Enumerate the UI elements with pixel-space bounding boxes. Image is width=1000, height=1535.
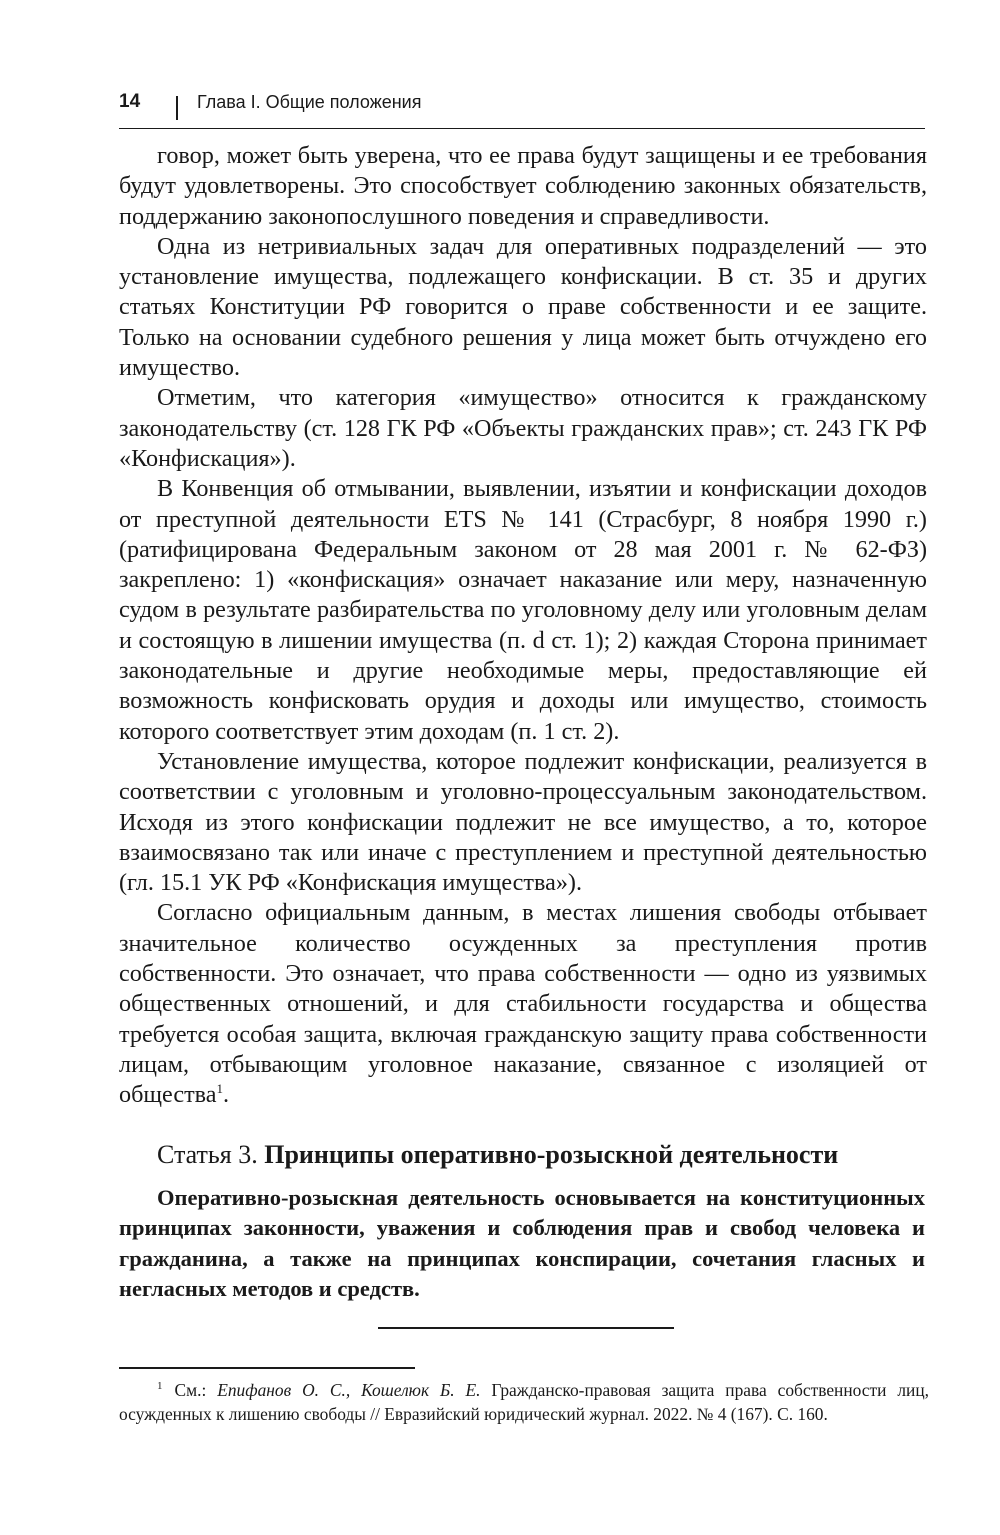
paragraph-6 <box>119 898 927 1110</box>
header-separator <box>176 96 178 120</box>
paragraph-2: Одна из нетривиальных задач для оперативных подразделений — это установление имущества, подлежащего конфискации. В ст. 35 и других статьях Конституции РФ говорится о праве собственности и ее защите. Только на основании судебного решения у лица может быть отчуждено его имущество. <box>119 232 927 382</box>
section-divider <box>378 1327 674 1329</box>
running-header <box>119 88 925 129</box>
paragraph-5: Установление имущества, которое подлежит конфискации, реализуется в соответствии с уголовным и уголовно-процессуальным законодательством. Исходя из этого конфискации подлежит не все имущество, а то, которое взаимосвязано так или иначе с преступлением и преступной деятельностью (гл. 15.1 УК РФ «Конфискация имущества»). <box>119 747 927 897</box>
footnote-text: Гражданско-правовая защита права собственности лиц, осужденных к лишению свободы // Евразийский юридический журнал. 2022. № 4 (167). С. 160. <box>119 1380 929 1424</box>
footnote-number: 1 <box>157 1380 163 1393</box>
article-paragraph: Оперативно-розыскная деятельность основывается на конституционных принципах законности, уважения и соблюдения прав и свобод человека и гражданина, а также на принципах конспирации, сочетания гласных и негласных методов и средств. <box>119 1185 925 1301</box>
article-text <box>119 1183 925 1304</box>
footnote-divider <box>119 1367 415 1369</box>
page-number: 14 <box>119 91 141 112</box>
footnote <box>119 1378 929 1426</box>
footnote-authors: Епифанов О. С., Кошелюк Б. Е. <box>217 1380 481 1400</box>
paragraph-4: В Конвенция об отмывании, выявлении, изъятии и конфискации доходов от преступной деятельности ETS № 141 (Страсбург, 8 ноября 1990 г.) (ратифицирована Федеральным законом от 28 мая 2001 г. № 62-ФЗ) закреплено: 1) «конфискация» означает наказание или меру, назначенную судом в результате разбирательства по уголовному делу или уголовным делам и состоящую в лишении имущества (п. d ст. 1); 2) каждая Сторона принимает законодательные и другие необходимые меры, предоставляющие ей возможность конфисковать орудия и доходы или имущество, стоимость которого соответствует этим доходам (п. 1 ст. 2). <box>119 475 927 745</box>
article-title: Принципы оперативно-розыскной деятельности <box>264 1140 839 1169</box>
body-text <box>119 141 927 1111</box>
paragraph-6-text: Согласно официальным данным, в местах лишения свободы отбывает значительное количество осужденных за преступления против собственности. Это означает, что права собственности — одно из уязвимых общественных отношений, и для стабильности государства и общества требуется особая защита, включая гражданскую защиту права собственности лицам, отбывающим уголовное наказание, связанное с изоляцией от общества <box>119 899 927 1109</box>
paragraph-6-tail: . <box>223 1081 230 1109</box>
footnote-lead: См.: <box>174 1380 207 1400</box>
chapter-title: Глава I. Общие положения <box>197 92 422 112</box>
article-heading <box>157 1140 838 1170</box>
footnote-reference[interactable]: 1 <box>216 1081 224 1097</box>
paragraph-3: Отметим, что категория «имущество» относится к гражданскому законодательству (ст. 128 ГК РФ «Объекты гражданских прав»; ст. 243 ГК РФ «Конфискация»). <box>119 384 927 472</box>
paragraph-1: говор, может быть уверена, что ее права будут защищены и ее требования будут удовлетворены. Это способствует соблюдению законных обязательств, поддержанию законопослушного поведения и справедливости. <box>119 142 927 230</box>
article-number: Статья 3. <box>157 1140 258 1169</box>
